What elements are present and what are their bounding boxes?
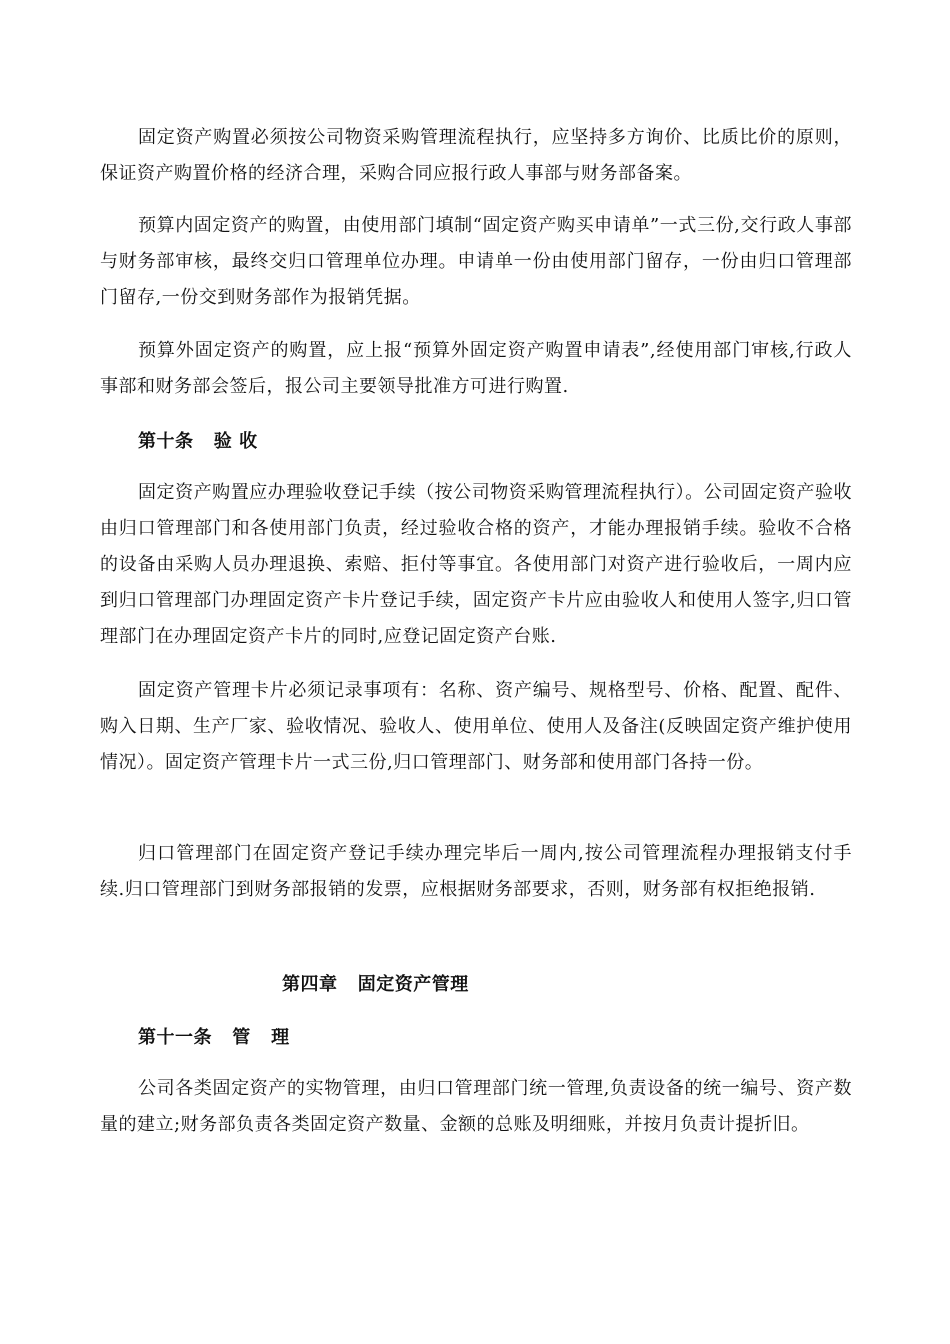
- paragraph-acceptance-procedure: 固定资产购置应办理验收登记手续（按公司物资采购管理流程执行）。公司固定资产验收由归口管理部门和各使用部门负责，经过验收合格的资产，才能办理报销手续。验收不合格的设备由采购人员办理退换、索赔、拒付等事宜。各使用部门对资产进行验收后，一周内应到归口管理部门办理固定资产卡片登记手续，固定资产卡片应由验收人和使用人签字,归口管理部门在办理固定资产卡片的同时,应登记固定资产台账.: [100, 482, 852, 647]
- paragraph-reimbursement: 归口管理部门在固定资产登记手续办理完毕后一周内,按公司管理流程办理报销支付手续.归口管理部门到财务部报销的发票，应根据财务部要求，否则，财务部有权拒绝报销.: [100, 843, 852, 900]
- article-10-heading: 第十条 验 收: [138, 431, 258, 452]
- article-11-heading: 第十一条 管 理: [138, 1027, 290, 1048]
- paragraph-asset-card-records: 固定资产管理卡片必须记录事项有：名称、资产编号、规格型号、价格、配置、配件、购入日期、生产厂家、验收情况、验收人、使用单位、使用人及备注(反映固定资产维护使用情况）。固定资产管理卡片一式三份,归口管理部门、财务部和使用部门各持一份。: [100, 680, 852, 773]
- paragraph-procurement-process: 固定资产购置必须按公司物资采购管理流程执行，应坚持多方询价、比质比价的原则，保证资产购置价格的经济合理，采购合同应报行政人事部与财务部备案。: [100, 127, 852, 184]
- paragraph-unbudgeted-purchase: 预算外固定资产的购置，应上报“预算外固定资产购置申请表”,经使用部门审核,行政人事部和财务部会签后，报公司主要领导批准方可进行购置.: [100, 340, 852, 397]
- paragraph-budgeted-purchase: 预算内固定资产的购置，由使用部门填制“固定资产购买申请单”一式三份,交行政人事部与财务部审核，最终交归口管理单位办理。申请单一份由使用部门留存，一份由归口管理部门留存,一份交到财务部作为报销凭据。: [100, 215, 852, 308]
- chapter-4-heading: 第四章 固定资产管理: [282, 974, 469, 995]
- paragraph-asset-management: 公司各类固定资产的实物管理，由归口管理部门统一管理,负责设备的统一编号、资产数量的建立;财务部负责各类固定资产数量、金额的总账及明细账，并按月负责计提折旧。: [100, 1078, 852, 1135]
